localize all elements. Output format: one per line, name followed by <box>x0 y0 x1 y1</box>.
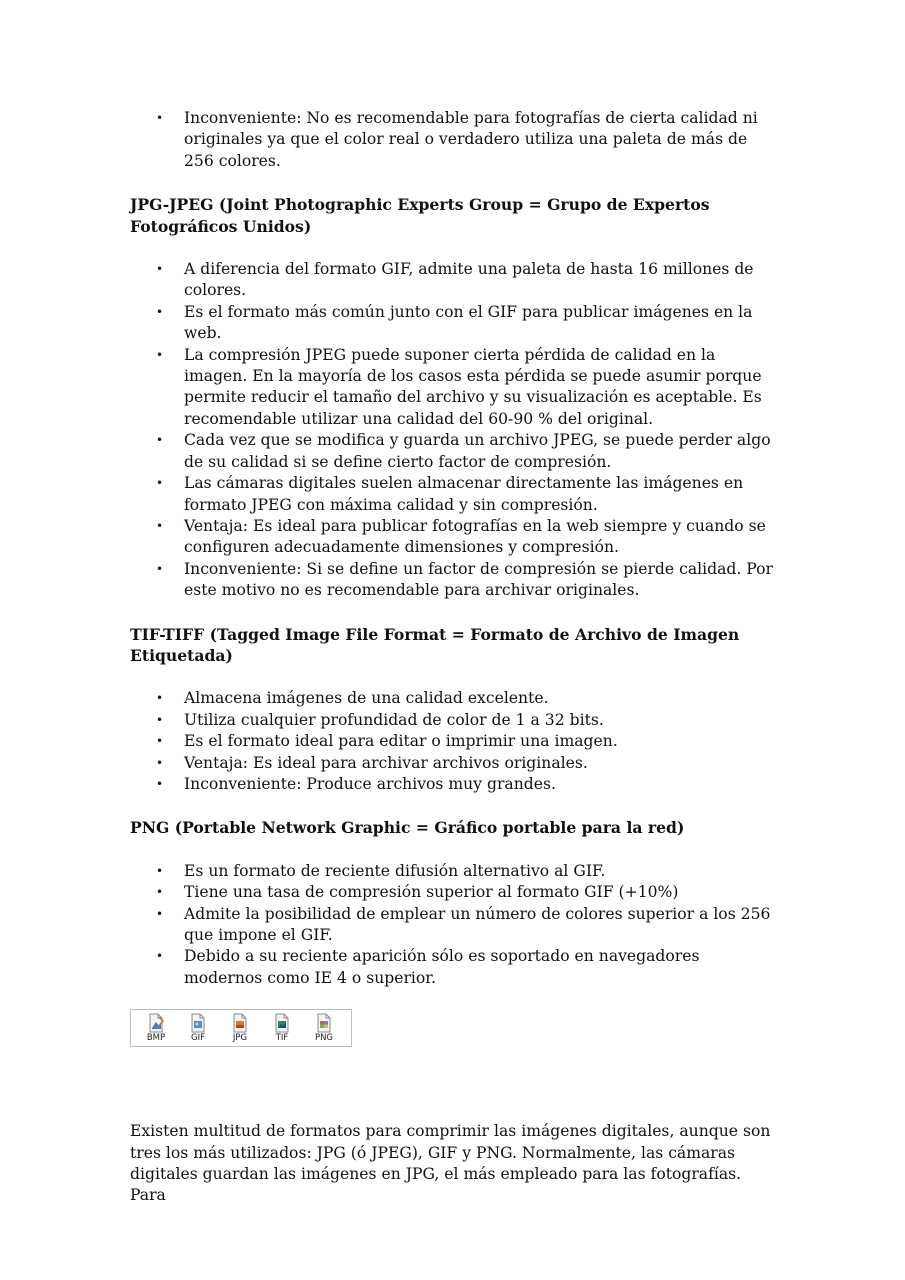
list-item: • Admite la posibilidad de emplear un número de colores superior a los 256 que impone el GIF. <box>130 904 780 947</box>
tiff-heading: TIF-TIFF (Tagged Image File Format = Formato de Archivo de Imagen Etiquetada) <box>130 624 740 665</box>
tif-file-icon <box>273 1013 291 1033</box>
format-label: JPG <box>232 1033 248 1044</box>
jpeg-heading: JPG-JPEG (Joint Photographic Experts Group = Grupo de Expertos Fotográficos Unidos) <box>130 195 710 236</box>
list-item: • Las cámaras digitales suelen almacenar directamente las imágenes en formato JPEG con máxima calidad y sin compresión. <box>130 473 780 516</box>
jpg-file-icon <box>231 1013 249 1033</box>
format-icons-strip <box>130 1009 352 1047</box>
list-item: • Inconveniente: Produce archivos muy grandes. <box>130 774 780 795</box>
list-item: • Debido a su reciente aparición sólo es soportado en navegadores modernos como IE 4 o superior. <box>130 946 780 989</box>
bmp-file-icon <box>147 1013 165 1033</box>
list-item: • La compresión JPEG puede suponer cierta pérdida de calidad en la imagen. En la mayoría de los casos esta pérdida se puede asumir porque permite reducir el tamaño del archivo y su visualización es aceptable. Es recomendable utilizar una calidad del 60-90 % del original. <box>130 345 780 431</box>
document-body <box>130 108 780 1207</box>
format-label: GIF <box>191 1033 205 1044</box>
list-item: • Almacena imágenes de una calidad excelente. <box>130 688 780 709</box>
png-heading: PNG (Portable Network Graphic = Gráfico portable para la red) <box>130 818 685 838</box>
list-item: • A diferencia del formato GIF, admite una paleta de hasta 16 millones de colores. <box>130 259 780 302</box>
list-item: • Cada vez que se modifica y guarda un archivo JPEG, se puede perder algo de su calidad si se define cierto factor de compresión. <box>130 430 780 473</box>
list-item: • Es el formato ideal para editar o imprimir una imagen. <box>130 731 780 752</box>
gif-file-icon <box>189 1013 207 1033</box>
format-icon-gif <box>177 1013 219 1044</box>
list-item: • Es un formato de reciente difusión alternativo al GIF. <box>130 861 780 882</box>
list-item: • Ventaja: Es ideal para publicar fotografías en la web siempre y cuando se configuren adecuadamente dimensiones y compresión. <box>130 516 780 559</box>
tiff-bullet-list <box>130 688 780 795</box>
format-icon-jpg <box>219 1013 261 1044</box>
jpeg-bullet-list <box>130 259 780 602</box>
list-item: • Tiene una tasa de compresión superior al formato GIF (+10%) <box>130 882 780 903</box>
format-icon-bmp <box>135 1013 177 1044</box>
list-item: • Utiliza cualquier profundidad de color de 1 a 32 bits. <box>130 710 780 731</box>
list-item: • Inconveniente: No es recomendable para fotografías de cierta calidad ni originales ya que el color real o verdadero utiliza una paleta de más de 256 colores. <box>130 108 780 172</box>
format-label: PNG <box>314 1033 334 1044</box>
list-item: • Es el formato más común junto con el GIF para publicar imágenes en la web. <box>130 302 780 345</box>
format-label: BMP <box>146 1033 166 1044</box>
format-icon-png <box>303 1013 345 1044</box>
format-label: TIF <box>275 1033 289 1044</box>
top-bullet-list <box>130 108 780 172</box>
png-bullet-list <box>130 861 780 989</box>
png-file-icon <box>315 1013 333 1033</box>
list-item: • Ventaja: Es ideal para archivar archivos originales. <box>130 753 780 774</box>
list-item: • Inconveniente: Si se define un factor de compresión se pierde calidad. Por este motivo no es recomendable para archivar originales. <box>130 559 780 602</box>
closing-paragraph: Existen multitud de formatos para comprimir las imágenes digitales, aunque son tres los más utilizados: JPG (ó JPEG), GIF y PNG. Normalmente, las cámaras digitales guardan las imágenes en JPG, el más empleado para las fotografías. Para <box>130 1122 771 1205</box>
format-icon-tif <box>261 1013 303 1044</box>
